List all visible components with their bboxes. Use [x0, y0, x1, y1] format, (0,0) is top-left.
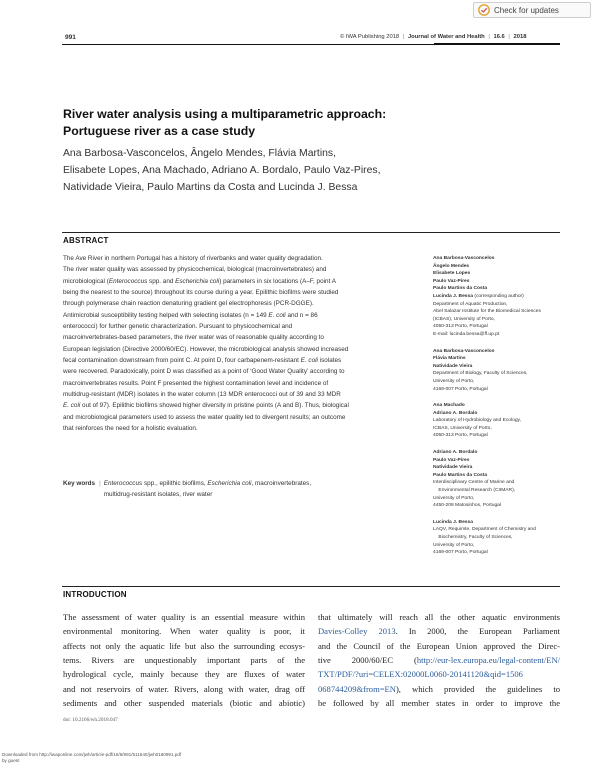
affiliation-line: LAQV, Requimte, Department of Chemistry and [433, 527, 536, 533]
affiliation-block [433, 255, 563, 339]
affiliation-author: Natividade Vieira [433, 363, 473, 369]
article-title: River water analysis using a multiparametric approach: Portuguese river as a case study [63, 107, 387, 138]
header-separator: | [402, 34, 405, 40]
keywords-label: Key words [63, 480, 96, 487]
affiliation-line: Abel Salazar Institute for the Biomedical Sciences [433, 309, 541, 315]
abstract-line: microbiological (Enterococcus spp. and Escherichia coli) parameters in six locations (A–F, point A [63, 277, 336, 285]
introduction-line: and not reservoirs of water. Rivers, along with water, drag off [63, 683, 305, 694]
abstract-line: that reinforces the need for a holistic evaluation. [63, 425, 198, 433]
affiliation-line: 4050-313 Porto, Portugal [433, 433, 488, 439]
keywords-line: multidrug-resistant isolates, river water [103, 491, 213, 498]
affiliation-line: 4169-007 Porto, Portugal [433, 386, 488, 392]
introduction-line: tive 2000/60/EC (http://eur-lex.europa.eu/legal-content/EN/ [318, 655, 560, 666]
author-line: Ana Barbosa-Vasconcelos, Ângelo Mendes, Flávia Martins, [63, 148, 336, 159]
affiliation-line: (ICBAS), University of Porto, [433, 316, 495, 322]
affiliation-block [433, 402, 563, 440]
affiliation-author: Paulo Martins da Costa [433, 472, 488, 478]
introduction-line: and the Council of the European Union approved the Direc- [318, 640, 560, 651]
abstract-line: enterococci) for further genetic characterization. Pursuant to physicochemical and [63, 323, 293, 331]
abstract-line: Antimicrobial susceptibility testing helped with selecting isolates (n = 149 E. coli and n = 86 [63, 311, 318, 319]
affiliation-author: Ana Barbosa-Vasconcelos [433, 348, 495, 354]
header-rule [62, 44, 434, 45]
affiliation-line: 4050-313 Porto, Portugal [433, 324, 488, 330]
publication-year: 2018 [513, 34, 527, 40]
citation-link[interactable]: TXT/PDF/?uri=CELEX:02000L0060-20141120&qid=1506 [318, 669, 523, 680]
affiliation-block [433, 519, 563, 557]
author-list [63, 145, 393, 196]
introduction-line: sediments and other suspended materials (biotic and abiotic) [63, 698, 305, 709]
abstract-line: multidrug-resistant (MDR) isolates in the water column (13 MDR enterococci out of 39 and 33 MDR [63, 391, 341, 399]
affiliation-line: University of Porto, [433, 378, 475, 384]
affiliation-line: University of Porto, [433, 495, 475, 501]
abstract-line: through polymerase chain reaction denaturing gradient gel electrophoresis (PCR-DGGE). [63, 300, 314, 308]
introduction-line: environmental monitoring. When water quality is poor, it [63, 626, 305, 637]
section-rule [62, 586, 560, 587]
abstract-line: The river water quality was assessed by physicochemical, biological (macroinvertebrates) and [63, 266, 327, 274]
download-footer [2, 752, 181, 764]
affiliation-author: Paulo Vaz-Pires [433, 278, 470, 284]
affiliation-author: Adriano A. Bordalo [433, 450, 478, 456]
abstract-line: were recovered. Paradoxically, point D was classified as a point of ‘Good Water Quality’ according to [63, 368, 345, 376]
download-line: Downloaded from http://iwaponline.com/jwh/article-pdf/16/6/991/511640/jwh0160991.pdf [2, 752, 182, 757]
keywords-line: Enterococcus spp., epilithic biofilms, Escherichia coli, macroinvertebrates, [103, 480, 312, 487]
affiliation-line: Department of Biology, Faculty of Sciences, [433, 371, 528, 377]
introduction-line: Davies-Colley 2013. In 2000, the European Parliament [318, 626, 560, 637]
affiliation-line: Laboratory of Hydrobiology and Ecology, [433, 418, 521, 424]
check-for-updates-icon [478, 4, 490, 16]
introduction-right-column [318, 610, 560, 710]
section-rule [62, 232, 560, 233]
affiliation-line: University of Porto, [433, 542, 475, 548]
running-header [340, 34, 560, 40]
abstract-heading: ABSTRACT [63, 236, 109, 245]
keywords-list [104, 478, 374, 500]
affiliation-line: Environmental Research (CIIMAR), [433, 488, 516, 494]
abstract-line: macroinvertebrates-based parameters, the river water was of reasonable quality according to [63, 334, 324, 342]
header-separator: | [508, 34, 510, 40]
introduction-line: The assessment of water quality is an essential measure within [63, 612, 305, 622]
affiliation-author: Elisabete Lopes [433, 271, 471, 277]
introduction-line: affects not only the aquatic life but also the surrounding ecosys- [63, 640, 305, 651]
affiliation-author: Lucinda J. Bessa [433, 519, 473, 525]
abstract-body [63, 253, 413, 435]
affiliation-author: Paulo Vaz-Pires [433, 457, 470, 463]
affiliation-block [433, 348, 563, 394]
affiliation-author: Adriano A. Bordalo [433, 410, 478, 416]
abstract-line: being the nearest to the source) throughout its course during a year. Epilithic biofilms were studied [63, 289, 339, 297]
keywords [63, 478, 413, 500]
affiliation-author: Lucinda J. Bessa (corresponding author) [433, 293, 524, 299]
download-line: by guest [2, 758, 20, 763]
introduction-heading: INTRODUCTION [63, 590, 127, 599]
introduction-line: tems. Rivers are unquestionably important parts of the [63, 655, 305, 666]
author-line: Elisabete Lopes, Ana Machado, Adriano A. Bordalo, Paulo Vaz-Pires, [63, 165, 381, 176]
introduction-line: 068744209&from=EN), which provided the guidelines to [318, 683, 560, 694]
affiliation-block [433, 449, 563, 510]
introduction-line: that ultimately will reach all the other aquatic environments [318, 612, 560, 622]
introduction-left-column [63, 610, 305, 710]
abstract-line: E. coli out of 97). Epilithic biofilms showed higher diversity in pristine points (A and B). Thus, biological [63, 402, 349, 410]
copyright-text: © IWA Publishing 2018 [340, 34, 400, 40]
doi-text: doi: 10.2166/wh.2018.047 [63, 717, 118, 723]
introduction-line: be followed by all member states in order to improve the [318, 698, 560, 709]
citation-link[interactable]: Davies-Colley 2013 [318, 626, 396, 637]
abstract-line: macroinvertebrates results. Point F presented the highest contamination level and incidence of [63, 379, 329, 387]
affiliation-line: 4169-007 Porto, Portugal [433, 550, 488, 556]
citation-link[interactable]: 068744209&from=EN [318, 683, 396, 694]
affiliation-line: 4450-208 Matosinhos, Portugal [433, 503, 501, 509]
affiliation-line: ICBAS, University of Porto, [433, 425, 492, 431]
affiliation-line: Department of Aquatic Production, [433, 301, 508, 307]
author-line: Natividade Vieira, Paulo Martins da Costa and Lucinda J. Bessa [63, 182, 358, 193]
affiliation-line: Interdisciplinary Centre of Marine and [433, 480, 515, 486]
introduction-line: hydrological cycle, mainly because they are fluxes of water [63, 669, 305, 680]
affiliations [433, 255, 563, 566]
affiliation-author: Flávia Martins [433, 356, 466, 362]
header-bar [434, 43, 560, 45]
keywords-separator: | [99, 480, 101, 487]
header-separator: | [488, 34, 490, 40]
abstract-line: The Ave River in northern Portugal has a history of riverbanks and water quality degradation. [63, 255, 323, 262]
abstract-line: fecal contamination downstream from point C. At point D, four carbapenem-resistant E. coli isolates [63, 357, 342, 365]
abstract-line: European legislation (Directive 2000/60/EC). However, the microbiological analysis showed increased [63, 345, 349, 353]
affiliation-author: Ana Barbosa-Vasconcelos [433, 256, 495, 261]
check-for-updates-label: Check for updates [494, 5, 559, 15]
page-number: 991 [65, 34, 76, 41]
volume-issue: 16.6 [493, 34, 505, 40]
affiliation-author: Ângelo Mendes [433, 263, 470, 269]
journal-name: Journal of Water and Health [407, 34, 485, 40]
abstract-line: and microbiological parameters used to assess the water quality led to divergent results; an outcome [63, 413, 346, 421]
affiliation-author: Natividade Vieira [433, 465, 473, 471]
affiliation-line: Biochemistry, Faculty of Sciences, [433, 535, 513, 540]
affiliation-line: E-mail: lucinda.bessa@ff.up.pt [433, 331, 500, 337]
affiliation-author: Paulo Martins da Costa [433, 286, 488, 292]
introduction-line [318, 667, 560, 681]
citation-link[interactable]: http://eur-lex.europa.eu/legal-content/EN/ [416, 655, 560, 666]
check-for-updates-button[interactable] [473, 2, 591, 18]
affiliation-author: Ana Machado [433, 403, 465, 409]
